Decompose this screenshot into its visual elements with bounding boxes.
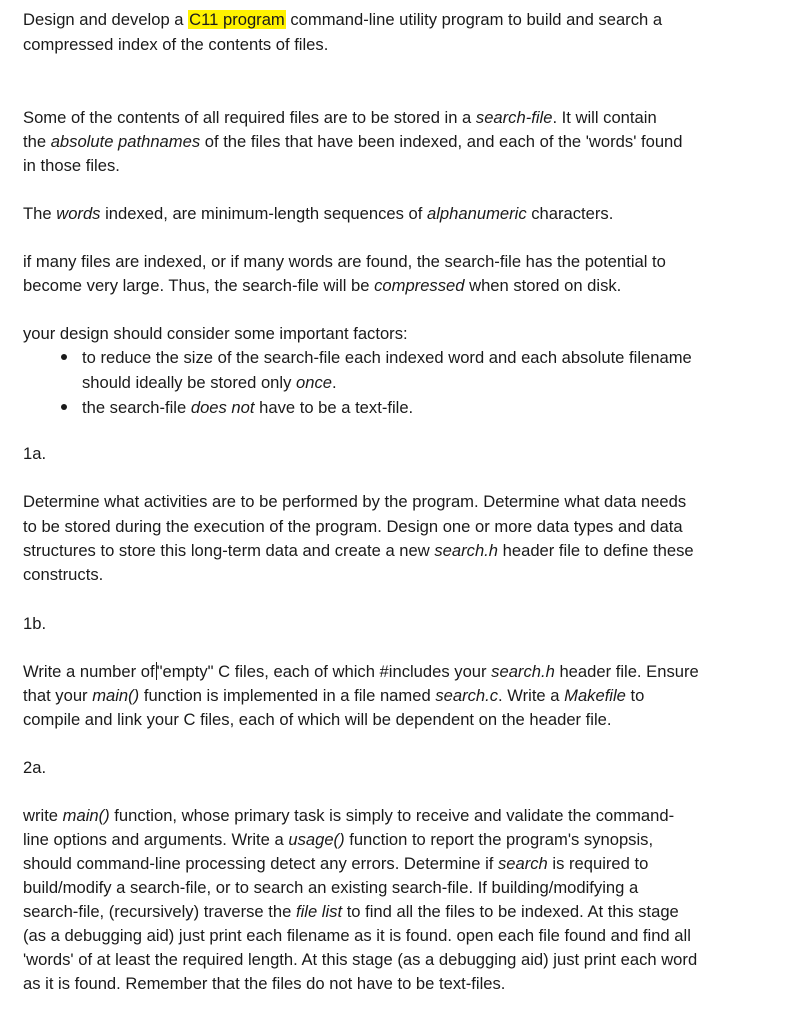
- emphasis: usage(): [288, 830, 345, 849]
- section-2a-line-2: [23, 828, 653, 852]
- section-1a-line-2: to be stored during the execution of the program. Design one or more data types and data: [23, 517, 683, 536]
- emphasis: search.h: [434, 541, 499, 560]
- emphasis: search.h: [491, 662, 555, 681]
- emphasis: once: [296, 373, 332, 392]
- bullet-icon: [61, 404, 67, 410]
- section-label-2a: 2a.: [23, 758, 47, 777]
- factors-lead: your design should consider some important factors:: [23, 324, 408, 343]
- text: should command-line processing detect any errors. Determine if: [23, 854, 498, 873]
- section-1a-line-1: Determine what activities are to be performed by the program. Determine what data needs: [23, 492, 687, 511]
- intro-text: Design and develop a: [23, 10, 189, 29]
- emphasis: file list: [295, 902, 343, 921]
- section-1b-line-2: [23, 684, 644, 708]
- text: the: [23, 132, 51, 151]
- emphasis: search: [497, 854, 548, 873]
- text: header file. Ensure: [554, 662, 699, 681]
- text: to: [625, 686, 645, 705]
- factor-item-1-line-1: to reduce the size of the search-file each indexed word and each absolute filename: [82, 348, 692, 367]
- bullet-icon: [61, 354, 67, 360]
- text: header file to define these: [498, 541, 694, 560]
- factor-item-2: [82, 396, 413, 420]
- emphasis: main(): [92, 686, 140, 705]
- text: write: [23, 806, 63, 825]
- text: should ideally be stored only: [82, 373, 297, 392]
- emphasis: does not: [190, 398, 255, 417]
- para-compress-line-1: if many files are indexed, or if many words are found, the search-file has the potential to: [23, 252, 666, 271]
- section-label-1a: 1a.: [23, 444, 47, 463]
- highlighted-text: C11 program: [189, 10, 285, 29]
- intro-text: command-line utility program to build and search a: [285, 10, 663, 29]
- text: .: [332, 373, 337, 392]
- para-compress-line-2: [23, 274, 621, 298]
- text: function, whose primary task is simply to receive and validate the command-: [109, 806, 675, 825]
- text: is required to: [547, 854, 649, 873]
- text: function is implemented in a file named: [139, 686, 436, 705]
- para-search-file-line-3: in those files.: [23, 156, 120, 175]
- emphasis: search.c: [435, 686, 499, 705]
- section-1a-line-3: [23, 539, 694, 563]
- text: Some of the contents of all required files are to be stored in a: [23, 108, 476, 127]
- section-1a-line-4: constructs.: [23, 565, 104, 584]
- emphasis: Makefile: [564, 686, 626, 705]
- factor-item-1-line-2: [82, 371, 337, 395]
- section-label-1b: 1b.: [23, 614, 47, 633]
- text: . Write a: [498, 686, 565, 705]
- para-words-line: [23, 202, 613, 226]
- section-2a-line-4: build/modify a search-file, or to search an existing search-file. If building/modifying a: [23, 878, 639, 897]
- text: indexed, are minimum-length sequences of: [100, 204, 428, 223]
- text: of the files that have been indexed, and each of the 'words' found: [200, 132, 683, 151]
- emphasis: absolute pathnames: [50, 132, 201, 151]
- text: Write a number of: [23, 662, 155, 681]
- text: The: [23, 204, 57, 223]
- text: become very large. Thus, the search-file will be: [23, 276, 375, 295]
- text: "empty" C files, each of which #includes your: [156, 662, 492, 681]
- text: characters.: [526, 204, 614, 223]
- intro-line-2: compressed index of the contents of files.: [23, 35, 329, 54]
- section-2a-line-6: (as a debugging aid) just print each filename as it is found. open each file found and find all: [23, 926, 691, 945]
- text: the search-file: [82, 398, 191, 417]
- section-2a-line-7: 'words' of at least the required length. At this stage (as a debugging aid) just print each word: [23, 950, 698, 969]
- section-1b-line-1: [23, 660, 699, 684]
- emphasis: compressed: [374, 276, 465, 295]
- text: when stored on disk.: [464, 276, 622, 295]
- text: have to be a text-file.: [254, 398, 414, 417]
- text: to find all the files to be indexed. At this stage: [342, 902, 679, 921]
- para-search-file-line-1: [23, 106, 657, 130]
- text: function to report the program's synopsis,: [344, 830, 654, 849]
- para-search-file-line-2: [23, 130, 683, 154]
- emphasis: alphanumeric: [427, 204, 527, 223]
- section-2a-line-8: as it is found. Remember that the files do not have to be text-files.: [23, 974, 506, 993]
- intro-line-1: [23, 8, 662, 32]
- section-2a-line-3: [23, 852, 648, 876]
- emphasis: words: [56, 204, 101, 223]
- text: structures to store this long-term data and create a new: [23, 541, 435, 560]
- section-1b-line-3: compile and link your C files, each of which will be dependent on the header file.: [23, 710, 612, 729]
- emphasis: main(): [62, 806, 110, 825]
- text: that your: [23, 686, 93, 705]
- section-2a-line-5: [23, 900, 679, 924]
- text: search-file, (recursively) traverse the: [23, 902, 296, 921]
- emphasis: search-file: [475, 108, 553, 127]
- text: . It will contain: [552, 108, 657, 127]
- text: line options and arguments. Write a: [23, 830, 289, 849]
- section-2a-line-1: [23, 804, 674, 828]
